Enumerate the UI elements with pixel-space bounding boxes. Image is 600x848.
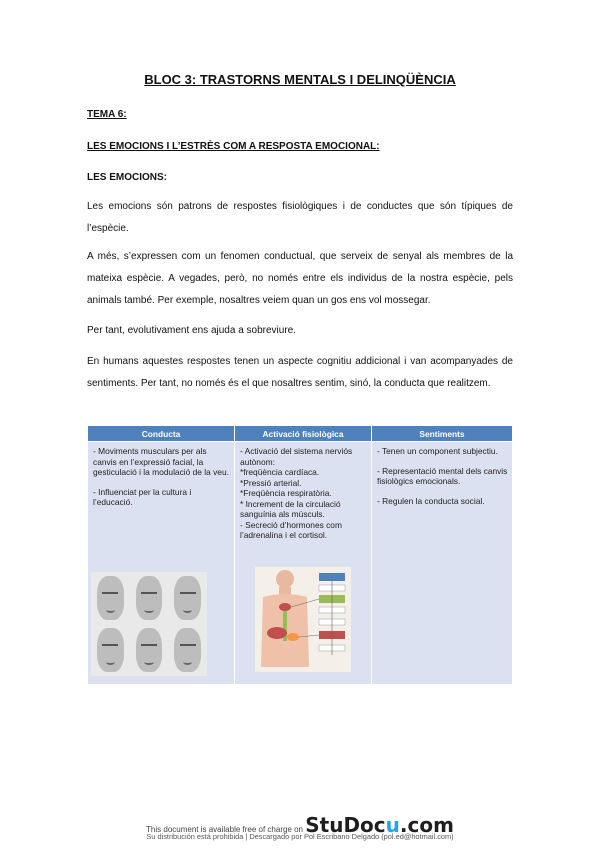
- studocu-logo-part: StuDoc: [305, 813, 386, 837]
- activacio-line-2: *freqüència cardíaca.: [240, 467, 320, 477]
- sentiments-line-3: - Regulen la conducta social.: [377, 495, 485, 506]
- download-notice: Su distribución está prohibida | Descargado por Pol Escribano Delgado (pol.ed@hotmail.com): [146, 832, 454, 841]
- facial-expressions-image: [91, 572, 207, 676]
- cell-sentiments: [372, 442, 513, 685]
- sentiments-line-2: - Representació mental dels canvis fisiològics emocionals.: [377, 465, 510, 486]
- face-image: [136, 628, 163, 672]
- activacio-line-5: * Increment de la circulació sanguínia als músculs.: [240, 498, 343, 519]
- activacio-line-4: *Freqüència respiratòria.: [240, 488, 332, 498]
- availability-text: This document is available free of charge on: [146, 825, 304, 834]
- face-image: [97, 576, 124, 620]
- paragraph-4: En humans aquestes respostes tenen un aspecte cognitiu addicional i van acompanyades de sentiments. Per tant, no només és el que nosaltres sentim, sinó, la conducta que realitzem.: [87, 356, 513, 389]
- page-title: BLOC 3: TRASTORNS MENTALS I DELINQÜÈNCIA: [144, 72, 456, 87]
- paragraph-1: Les emocions són patrons de respostes fisiològiques i de conductes que són típiques de l’espècie.: [87, 201, 513, 234]
- activacio-line-1: - Activació del sistema nerviós autònom:: [240, 446, 355, 467]
- physiology-diagram-image: [255, 567, 351, 672]
- paragraph-2: A més, s’expressen com un fenomen conductual, que serveix de senyal als membres de la mateixa espècie. A vegades, però, no només entre els individus de la nostra espècie, pels animals també. Per exemple, nosaltres veiem quan un gos ens vol mossegar.: [87, 251, 513, 306]
- header-conducta: Conducta: [88, 426, 235, 442]
- paragraph-3: Per tant, evolutivament ens ajuda a sobreviure.: [87, 325, 297, 336]
- activacio-line-3: *Pressió arterial.: [240, 477, 302, 488]
- tema-heading: TEMA 6:: [87, 109, 127, 120]
- subsection-heading: LES EMOCIONS:: [87, 172, 168, 183]
- face-image: [174, 576, 201, 620]
- face-image: [136, 576, 163, 620]
- section-heading: LES EMOCIONS I L’ESTRÈS COM A RESPOSTA EMOCIONAL:: [87, 141, 380, 152]
- conducta-line-2: - Influenciat per la cultura i l’educació.: [93, 486, 194, 507]
- studocu-logo-domain: .com: [399, 813, 454, 837]
- header-sentiments: Sentiments: [372, 426, 513, 442]
- header-activacio: Activació fisiològica: [235, 426, 372, 442]
- sentiments-line-1: - Tenen un component subjectiu.: [377, 446, 498, 456]
- conducta-line-1: - Moviments musculars per als canvis en l’expressió facial, la gesticulació i la modulació de la veu.: [93, 446, 229, 477]
- face-image: [97, 628, 124, 672]
- face-image: [174, 628, 201, 672]
- activacio-line-6: - Secreció d’hormones com l’adrenalina i el cortisol.: [240, 519, 345, 540]
- studocu-logo-accent: u: [385, 813, 400, 837]
